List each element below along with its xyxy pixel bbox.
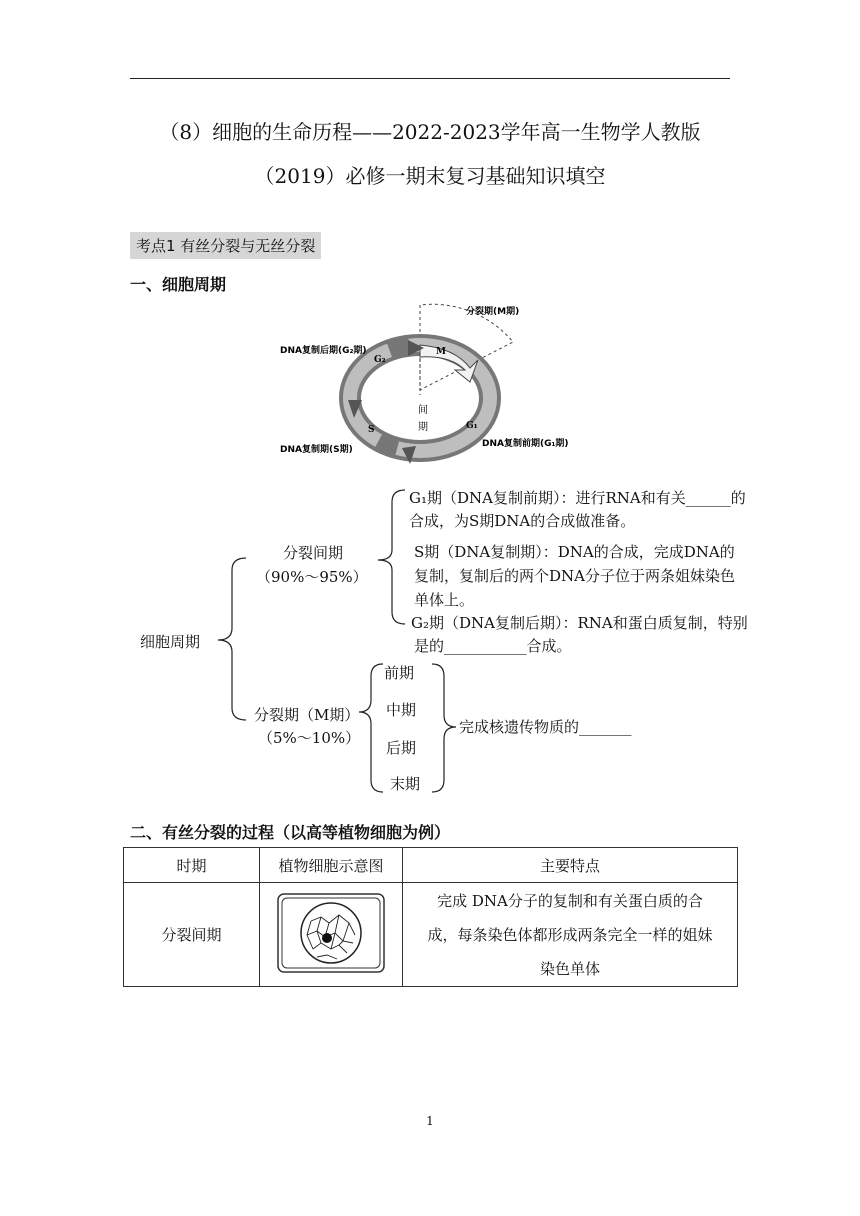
feature-line2: 成，每条染色体都形成两条完全一样的姐妹 (427, 925, 713, 944)
m-phase-name: 分裂期（M期） (254, 706, 360, 724)
feature-line3: 染色单体 (539, 959, 600, 978)
feature-line1: 完成 DNA分子的复制和有关蛋白质的合 (437, 891, 703, 910)
section-heading-cell-cycle: 一、细胞周期 (130, 275, 227, 294)
row-features (403, 883, 738, 987)
stage-telophase: 末期 (390, 775, 421, 793)
s-description-line3: 单体上。 (414, 591, 475, 609)
stage-metaphase: 中期 (386, 701, 417, 719)
s-description-line2: 复制，复制后的两个DNA分子位于两条姐妹染色 (414, 567, 735, 585)
interphase-char-2: 期 (418, 422, 428, 433)
g2-description-line1: G₂期（DNA复制后期）：RNA和蛋白质复制，特别 (411, 614, 748, 632)
interphase-cell-diagram (277, 893, 385, 973)
g2-marker: G₂ (374, 355, 386, 365)
topic-label: 考点1 有丝分裂与无丝分裂 (130, 232, 321, 259)
table-header-row (124, 848, 738, 883)
g1-description-line1: G₁期（DNA复制前期）：进行RNA和有关______的 (409, 489, 746, 507)
g2-phase-label: DNA复制后期(G₂期) (280, 346, 367, 356)
g1-description-line2: 合成，为S期DNA的合成做准备。 (409, 512, 636, 530)
page-number: 1 (426, 1114, 434, 1128)
page-subtitle: （2019）必修一期末复习基础知识填空 (254, 164, 606, 188)
m-phase-label: 分裂期(M期) (466, 307, 520, 317)
page-title: （8）细胞的生命历程——2022-2023学年高一生物学人教版 (159, 120, 701, 144)
nucleolus (322, 933, 332, 943)
s-marker: S (368, 425, 375, 435)
g1-phase-label: DNA复制前期(G₁期) (482, 439, 569, 449)
m-phase-percent: （5%～10%） (258, 729, 361, 747)
tree-root: 细胞周期 (140, 633, 201, 651)
row-period: 分裂间期 (124, 883, 260, 987)
m-marker: M (436, 347, 446, 357)
row-diagram (260, 883, 403, 987)
section-heading-mitosis: 二、有丝分裂的过程（以高等植物细胞为例） (130, 823, 451, 842)
table-header-period: 时期 (124, 848, 260, 883)
m-phase-result: 完成核遗传物质的_______ (459, 718, 632, 736)
s-phase-label: DNA复制期(S期) (280, 445, 353, 455)
s-description-line1: S期（DNA复制期）：DNA的合成，完成DNA的 (414, 543, 735, 561)
mitosis-table (123, 847, 738, 987)
table-header-features: 主要特点 (403, 848, 738, 883)
table-header-diagram: 植物细胞示意图 (260, 848, 403, 883)
g1-marker: G₁ (466, 421, 478, 431)
interphase-char-1: 间 (418, 405, 428, 416)
interphase-percent: （90%～95%） (256, 568, 368, 586)
interphase-name: 分裂间期 (283, 544, 344, 562)
g2-description-line2: 是的___________合成。 (414, 637, 572, 655)
stage-prophase: 前期 (384, 664, 415, 682)
table-row (124, 883, 738, 987)
stage-anaphase: 后期 (386, 739, 417, 757)
